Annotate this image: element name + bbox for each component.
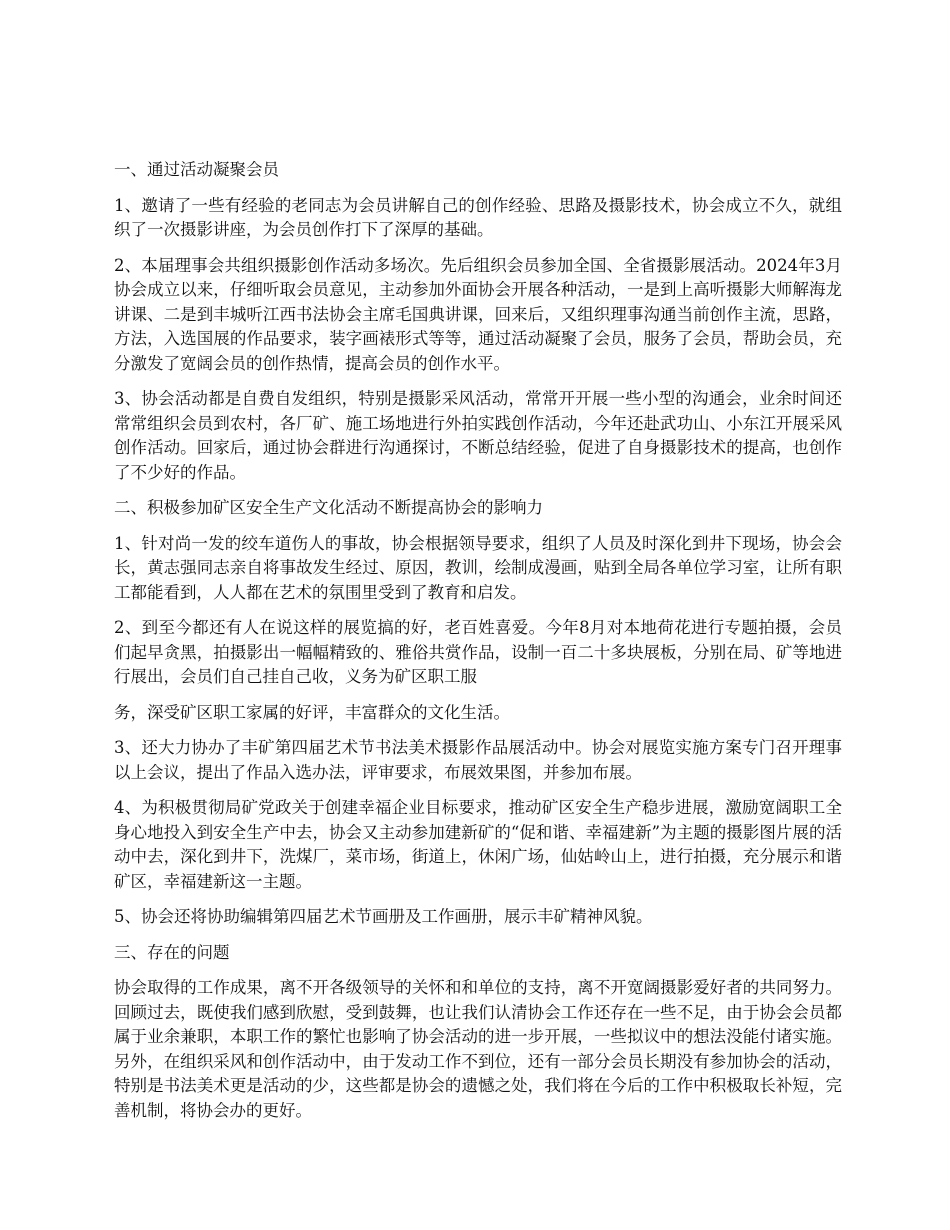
document-body [114,158,842,1134]
paragraph: 3、还大力协办了丰矿第四届艺术节书法美术摄影作品展活动中。协会对展览实施方案专门召开理事以上会议，提出了作品入选办法，评审要求，布展效果图，并参加布展。 [114,738,842,782]
paragraph: 务，深受矿区职工家属的好评，丰富群众的文化生活。 [114,702,510,722]
paragraph: 4、为积极贯彻局矿党政关于创建幸福企业目标要求，推动矿区安全生产稳步进展，激励宽阔职工全身心地投入到安全生产中去，协会又主动参加建新矿的“促和谐、幸福建新”为主题的摄影图片展的活动中去，深化到井下，洗煤厂，菜市场，街道上，休闲广场，仙姑岭山上，进行拍摄，充分展示和谐矿区，幸福建新这一主题。 [114,798,842,891]
section-heading-3: 三、存在的问题 [114,942,230,962]
section-heading-1: 一、通过活动凝聚会员 [114,160,279,179]
paragraph: 1、针对尚一发的绞车道伤人的事故，协会根据领导要求，组织了人员及时深化到井下现场，协会会长，黄志强同志亲自将事故发生经过、原因，教训，绘制成漫画，贴到全局各单位学习室，让所有职工都能看到，人人都在艺术的氛围里受到了教育和启发。 [114,533,842,602]
section-heading-2: 二、积极参加矿区安全生产文化活动不断提高协会的影响力 [114,498,543,517]
paragraph: 协会取得的工作成果，离不开各级领导的关怀和和单位的支持，离不开宽阔摄影爱好者的共同努力。回顾过去，既使我们感到欣慰，受到鼓舞，也让我们认清协会工作还存在一些不足，由于协会会员都属于业余兼职，本职工作的繁忙也影响了协会活动的进一步开展，一些拟议中的想法没能付诸实施。另外，在组织采风和创作活动中，由于发动工作不到位，还有一部分会员长期没有参加协会的活动，特别是书法美术更是活动的少，这些都是协会的遗憾之处，我们将在今后的工作中积极取长补短，完善机制，将协会办的更好。 [114,978,842,1120]
paragraph: 5、协会还将协助编辑第四届艺术节画册及工作画册，展示丰矿精神风貌。 [114,907,653,926]
paragraph: 3、协会活动都是自费自发组织，特别是摄影采风活动，常常开开展一些小型的沟通会，业余时间还常常组织会员到农村，各厂矿、施工场地进行外拍实践创作活动，今年还赴武功山、小东江开展采风创作活动。回家后，通过协会群进行沟通探讨，不断总结经验，促进了自身摄影技术的提高，也创作了不少好的作品。 [114,389,842,482]
paragraph: 1、邀请了一些有经验的老同志为会员讲解自己的创作经验、思路及摄影技术，协会成立不久，就组织了一次摄影讲座，为会员创作打下了深厚的基础。 [114,195,842,239]
paragraph: 2、本届理事会共组织摄影创作活动多场次。先后组织会员参加全国、全省摄影展活动。2024年3月协会成立以来，仔细听取会员意见，主动参加外面协会开展各种活动，一是到上高听摄影大师解海龙讲课、二是到丰城听江西书法协会主席毛国典讲课，回来后，又组织理事沟通当前创作主流，思路，方法，入选国展的作品要求，装字画裱形式等等，通过活动凝聚了会员，服务了会员，帮助会员，充分激发了宽阔会员的创作热情，提高会员的创作水平。 [114,255,842,373]
paragraph: 2、到至今都还有人在说这样的展览搞的好，老百姓喜爱。今年8月对本地荷花进行专题拍摄，会员们起早贪黑，拍摄影出一幅幅精致的、雅俗共赏作品，设制一百二十多块展板，分别在局、矿等地进行展出，会员们自己挂自己收，义务为矿区职工服 [114,618,842,686]
